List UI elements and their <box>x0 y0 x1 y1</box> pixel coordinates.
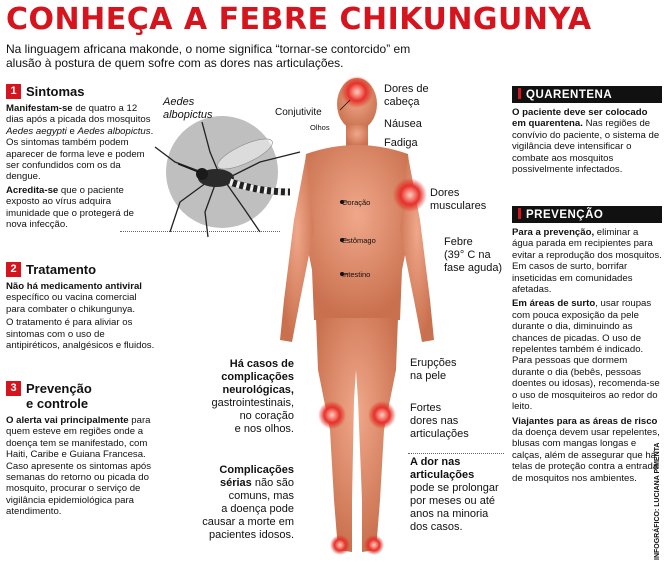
ankle-pain-spot-left <box>330 535 350 555</box>
section-title: Tratamento <box>26 262 97 277</box>
section-title: Prevenção e controle <box>26 381 92 411</box>
section-number: 1 <box>6 84 21 99</box>
prevencao-box <box>512 206 662 484</box>
prevencao-heading: PREVENÇÃO <box>512 206 662 223</box>
tratamento-paragraph-2: O tratamento é para aliviar os sintomas com o uso de antipiréticos, analgésicos e fluidos. <box>6 317 155 352</box>
joint-pain-note: A dor nas articulações pode se prolongar por meses ou até anos na minoria dos casos. <box>410 456 499 533</box>
label-intestino: Intestino <box>342 270 371 279</box>
serious-complications-note: Complicações sérias não são comuns, mas a doença pode causar a morte em pacientes idosos. <box>202 464 294 541</box>
label-fadiga: Fadiga <box>384 137 418 149</box>
label-estomago: Estômago <box>342 236 376 245</box>
prevencao-controle-paragraph: O alerta vai principalmente para quem esteve em regiões onde a doença tem se manifestado, com Haiti, Caribe e Guiana Francesa. Caso apresente os sintomas após semanas do retorno ou picada do mosquito, procurar o serviço de vigilância epidemiológica para atendimento. <box>6 415 152 518</box>
prevencao-paragraph-1: Para a prevenção, eliminar a água parada em recipientes para evitar a reprodução dos mosquitos. Em casos de surto, borrifar inseticidas em comunidades afetadas. <box>512 227 662 296</box>
section-title: Sintomas <box>26 84 85 99</box>
head-pain-spot <box>341 76 373 108</box>
section-prevencao-controle <box>6 381 166 518</box>
ankle-pain-spot-right <box>364 535 384 555</box>
label-nausea: Náusea <box>384 118 422 130</box>
neuro-complications-note: Há casos de complicações neurológicas, gastrointestinais, no coração e nos olhos. <box>211 358 294 435</box>
label-fortes-dores: Fortes dores nas articulações <box>410 402 469 440</box>
page-subtitle: Na linguagem africana makonde, o nome significa “tornar-se contorcido” em alusão à postura de quem sofre com as dores nas articulações. <box>6 42 411 70</box>
credit: INFOGRÁFICO: LUCIANA PIMENTA <box>654 442 661 560</box>
label-febre: Febre (39° C na fase aguda) <box>444 236 503 274</box>
label-erupcoes: Erupções na pele <box>410 357 457 382</box>
sintomas-paragraph-2: Acredita-se que o paciente exposto ao vírus adquira imunidade que o protegerá de nova infecção. <box>6 184 135 231</box>
section-tratamento <box>6 262 156 351</box>
section-number: 2 <box>6 262 21 277</box>
page-title: CONHEÇA A FEBRE CHIKUNGUNYA <box>6 2 592 37</box>
section-number: 3 <box>6 381 21 396</box>
mosquito-label: Aedes albopictus <box>163 96 213 121</box>
knee-pain-spot-right <box>368 401 396 429</box>
quarentena-box <box>512 86 662 175</box>
section-sintomas <box>6 84 156 230</box>
quarentena-text: O paciente deve ser colocado em quarentena. Nas regiões de convívio do paciente, o sistema de vigilância deve intensificar o combate aos mosquitos possivelmente infectados. <box>512 107 660 176</box>
prevencao-paragraph-3: Viajantes para as áreas de risco da doença devem usar repelentes, blusas com mangas longas e calças, além de assegurar que há telas de proteção contra a entrada de mosquitos nos ambientes. <box>512 415 660 484</box>
divider <box>408 453 504 454</box>
label-coracao: Coração <box>342 198 371 207</box>
sintomas-paragraph-1: Manifestam-se de quatro a 12 dias após a picada dos mosquitos Aedes aegypti e Aedes albopictus. Os sintomas também podem aparecer de forma leve e podem ser confundidos com os da dengue. <box>6 103 154 183</box>
mosquito-head <box>196 168 208 180</box>
shoulder-pain-spot <box>393 178 427 212</box>
label-olhos: Olhos <box>310 123 330 132</box>
prevencao-paragraph-2: Em áreas de surto, usar roupas com pouca exposição da pele durante o dia, diminuindo as chances de picadas. O uso de repelentes também é indicado. Para pessoas que dormem durante o dia (bebês, pessoas doentes ou idosas), recomenda-se o uso de mosquiteiros ao redor do leito. <box>512 298 660 413</box>
knee-pain-spot-left <box>318 401 346 429</box>
label-dores-cabeca: Dores de cabeça <box>384 83 429 108</box>
label-conjuntivite: Conjutivite <box>275 107 322 118</box>
quarentena-heading: QUARENTENA <box>512 86 662 103</box>
tratamento-paragraph-1: Não há medicamento antiviral específico ou vacina comercial para combater o chikungunya. <box>6 281 142 315</box>
label-dores-musculares: Dores musculares <box>430 187 487 212</box>
